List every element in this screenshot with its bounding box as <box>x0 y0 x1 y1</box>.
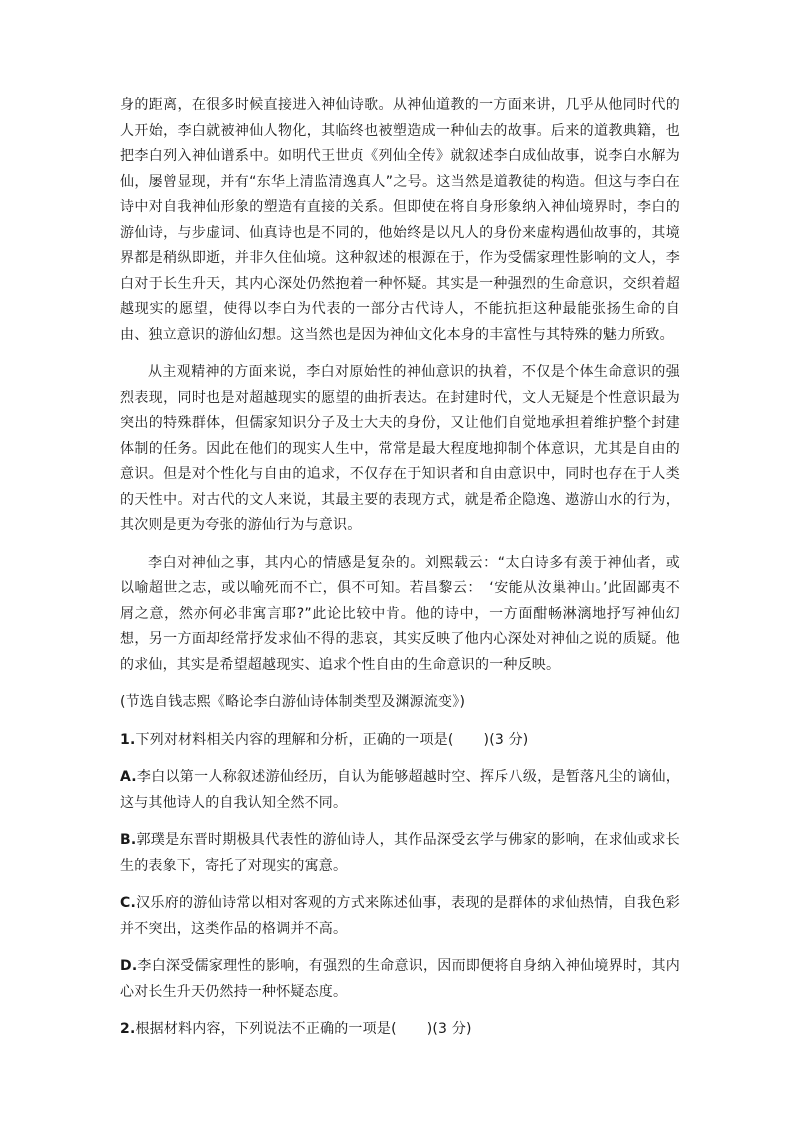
question-1 <box>120 728 680 754</box>
passage-paragraph-2: 从主观精神的方面来说，李白对原始性的神仙意识的执着，不仅是个体生命意识的强烈表现，同时也是对超越现实的愿望的曲折表达。在封建时代，文人无疑是个性意识最为突出的特殊群体，但儒家知识分子及士大夫的身份，又让他们自觉地承担着维护整个封建体制的任务。因此在他们的现实人生中，常常是最大程度地抑制个体意识，尤其是自由的意识。但是对个性化与自由的追求，不仅存在于知识者和自由意识中，同时也存在于人类的天性中。对古代的文人来说，其最主要的表现方式，就是希企隐逸、遨游山水的行为，其次则是更为夸张的游仙行为与意识。 <box>120 364 680 533</box>
paragraph-gap <box>120 879 680 891</box>
paragraph-gap <box>120 539 680 551</box>
paragraph-gap <box>120 678 680 690</box>
question-stem: 下列对材料相关内容的理解和分析，正确的一项是( <box>135 731 454 748</box>
option-a[interactable] <box>120 765 680 816</box>
question-stem: 根据材料内容，下列说法不正确的一项是( <box>135 1021 397 1037</box>
option-text: 李白深受儒家理性的影响，有强烈的生命意识，因而即便将自身纳入神仙境界时，其内心对长生升天仍然持一种怀疑态度。 <box>120 958 680 1000</box>
question-number: 2. <box>120 1021 136 1037</box>
document-page <box>120 93 680 1043</box>
option-c[interactable] <box>120 891 680 942</box>
option-b[interactable] <box>120 828 680 879</box>
paragraph-gap <box>120 348 680 360</box>
option-d[interactable] <box>120 954 680 1005</box>
paragraph-gap <box>120 753 680 765</box>
option-label: D. <box>120 958 138 974</box>
option-text: 李白以第一人称叙述游仙经历，自认为能够超越时空、挥斥八级，是暂落凡尘的谪仙，这与其他诗人的自我认知全然不同。 <box>120 769 680 811</box>
option-label: C. <box>120 895 136 911</box>
option-text: 郭璞是东晋时期极具代表性的游仙诗人，其作品深受玄学与佛家的影响，在求仙或求长生的表象下，寄托了对现实的寓意。 <box>120 832 680 874</box>
question-2 <box>120 1017 680 1043</box>
question-score: )(3 分) <box>426 1021 472 1037</box>
paragraph-gap <box>120 942 680 954</box>
option-label: B. <box>120 832 137 848</box>
paragraph-gap <box>120 1005 680 1017</box>
question-score: )(3 分) <box>483 731 529 748</box>
passage-paragraph-3: 李白对神仙之事，其内心的情感是复杂的。刘熙载云：“太白诗多有羡于神仙者，或以喻超世之志，或以喻死而不亡，俱不可知。若昌黎云： ‘安能从汝巢神山。’此固鄙夷不屑之意，然亦何必非寓言耶?”此论比较中肯。他的诗中，一方面酣畅淋漓地抒写神仙幻想，另一方面却经常抒发求仙不得的悲哀，其实反映了他内心深处对神仙之说的质疑。他的求仙，其实是希望超越现实、追求个性自由的生命意识的一种反映。 <box>120 554 680 673</box>
paragraph-gap <box>120 816 680 828</box>
option-text: 汉乐府的游仙诗常以相对客观的方式来陈述仙事，表现的是群体的求仙热情，自我色彩并不突出，这类作品的格调并不高。 <box>120 895 680 937</box>
paragraph-gap <box>120 716 680 728</box>
source-citation: (节选自钱志熙《略论李白游仙诗体制类型及渊源流变》) <box>120 694 466 710</box>
question-number: 1. <box>120 731 136 748</box>
option-label: A. <box>120 769 137 785</box>
passage-paragraph-1: 身的距离，在很多时候直接进入神仙诗歌。从神仙道教的一方面来讲，几乎从他同时代的人开始，李白就被神仙人物化，其临终也被塑造成一种仙去的故事。后来的道教典籍，也把李白列入神仙谱系中。如明代王世贞《列仙全传》就叙述李白成仙故事，说李白水解为仙，屡曾显现，并有“东华上清监清逸真人”之号。这当然是道教徒的构造。但这与李白在诗中对自我神仙形象的塑造有直接的关系。但即使在将自身形象纳入神仙境界时，李白的游仙诗，与步虚词、仙真诗也是不同的，他始终是以凡人的身份来虚构遇仙故事的，其境界都是稍纵即逝，并非久住仙境。这种叙述的根源在于，作为受儒家理性影响的文人，李白对于长生升天，其内心深处仍然抱着一种怀疑。其实是一种强烈的生命意识，交织着超越现实的愿望，使得以李白为代表的一部分古代诗人，不能抗拒这种最能张扬生命的自由、独立意识的游仙幻想。这当然也是因为神仙文化本身的丰富性与其特殊的魅力所致。 <box>120 97 680 343</box>
